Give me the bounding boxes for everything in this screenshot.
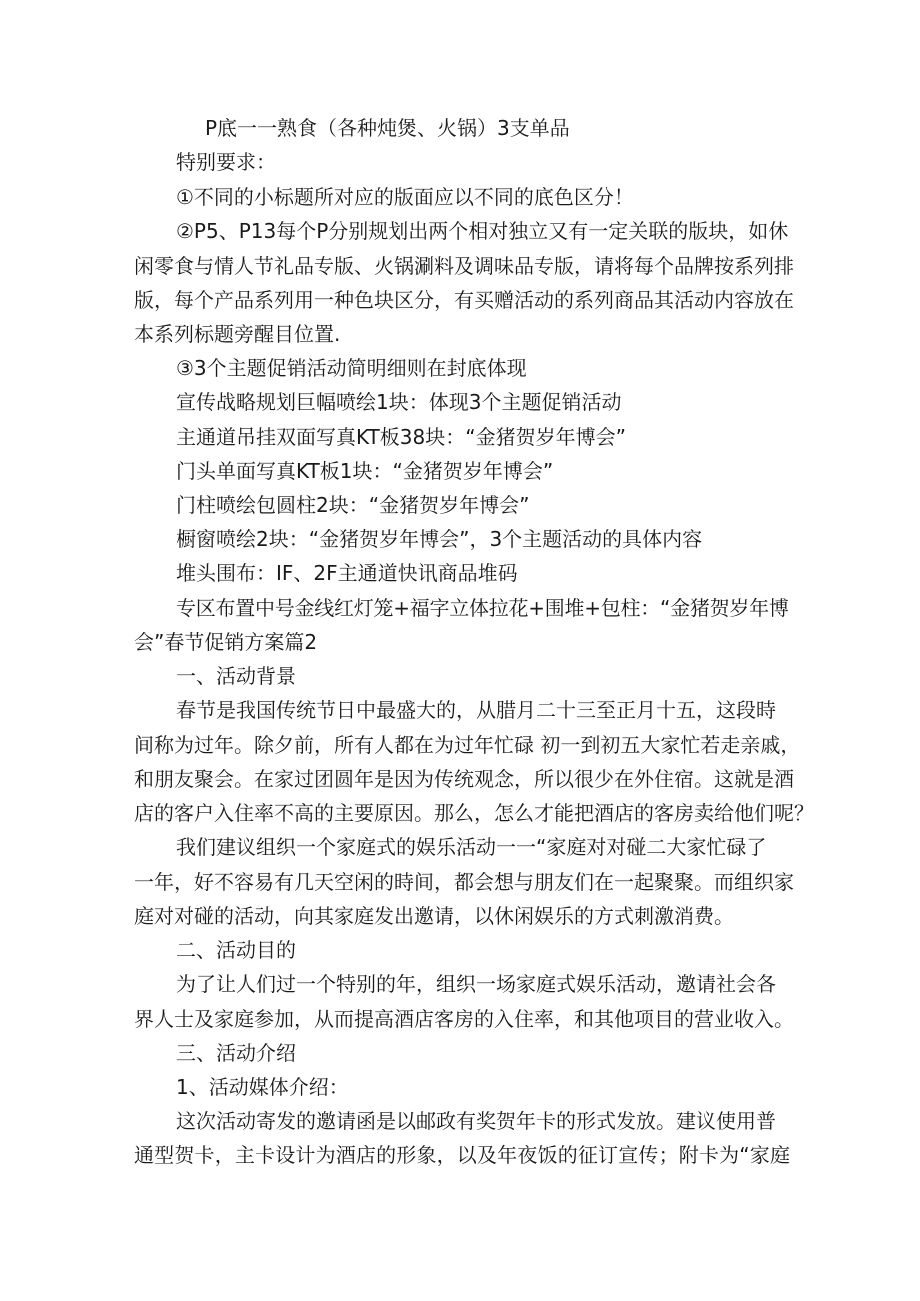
text-line-product-list: P底一一熟食（各种炖煲、火锅）3支单品 (205, 116, 570, 140)
text-line-pillar-wrap: 门柱喷绘包圆柱2块：“金猪贺岁年博会” (176, 493, 530, 517)
heading-special-requirements: 特别要求： (176, 150, 276, 174)
text-line-requirement-2-end: 本系列标题旁醒目位置. (134, 322, 341, 346)
text-line-background-p2: 一年，好不容易有几天空闲的時间，都会想与朋友们在一起聚聚。而组织家 (134, 870, 794, 894)
text-line-requirement-2-cont: 版，每个产品系列用一种色块区分，有买赠活动的系列商品其活动内容放在 (134, 288, 794, 312)
section-heading-background: 一、活动背景 (176, 664, 296, 688)
text-line-zone-layout: 专区布置中号金线红灯笼+福字立体拉花+围堆+包柱：“金猪贺岁年博 (176, 596, 789, 620)
text-line-plan-title: 会”春节促销方案篇2 (134, 630, 318, 654)
text-line-requirement-3: ③3个主题促销活动简明细则在封底体现 (176, 356, 527, 380)
text-line-stack-cloth: 堆头围布：IF、2F主通道快讯商品堆码 (176, 561, 518, 585)
text-line-billboard: 宣传战略规划巨幅喷绘1块：体现3个主题促销活动 (176, 390, 622, 414)
text-line-background-p1: 间称为过年。除夕前，所有人都在为过年忙碌 初一到初五大家忙若走亲戚， (134, 733, 801, 757)
text-line-background-p1: 店的客户入住率不高的主要原因。那么，怎么才能把酒店的客房卖给他们呢？ (134, 801, 814, 825)
section-heading-introduction: 三、活动介绍 (176, 1041, 296, 1065)
text-line-window-print: 橱窗喷绘2块：“金猪贺岁年博会”，3个主题活动的具体内容 (176, 527, 703, 551)
text-line-objective: 为了让人们过一个特别的年，组织一场家庭式娱乐活动，邀请社会各 (176, 972, 776, 996)
text-line-hanging-boards: 主通道吊挂双面写真KT板38块：“金猪贺岁年博会” (176, 425, 626, 449)
subheading-media-introduction: 1、活动媒体介绍： (176, 1075, 349, 1099)
text-line-requirement-2-cont: 闲零食与情人节礼品专版、火锅涮料及调味品专版，请将每个品牌按系列排 (134, 254, 794, 278)
text-line-background-p2: 庭对对碰的活动，向其家庭发出邀请，以休闲娱乐的方式刺激消费。 (134, 904, 734, 928)
text-line-media: 这次活动寄发的邀请函是以邮政有奖贺年卡的形式发放。建议使用普 (176, 1109, 776, 1133)
text-line-objective: 界人士及家庭参加，从而提高酒店客房的入住率，和其他项目的营业收入。 (134, 1007, 794, 1031)
text-line-media: 通型贺卡，主卡设计为酒店的形象，以及年夜饭的征订宣传；附卡为“家庭 (134, 1143, 790, 1167)
text-line-requirement-1: ①不同的小标题所对应的版面应以不同的底色区分！ (176, 185, 634, 209)
text-line-background-p1: 春节是我国传统节日中最盛大的，从腊月二十三至正月十五，这段時 (176, 698, 776, 722)
section-heading-objective: 二、活动目的 (176, 938, 296, 962)
text-line-background-p1: 和朋友聚会。在家过团圆年是因为传统观念，所以很少在外住宿。这就是酒 (134, 767, 794, 791)
text-line-requirement-2: ②P5、P13每个P分别规划出两个相对独立又有一定关联的版块，如休 (176, 219, 789, 243)
text-line-door-board: 门头单面写真KT板1块：“金猪贺岁年博会” (176, 459, 554, 483)
text-line-background-p2: 我们建议组织一个家庭式的娱乐活动一一“家庭对对碰二大家忙碌了 (176, 835, 767, 859)
